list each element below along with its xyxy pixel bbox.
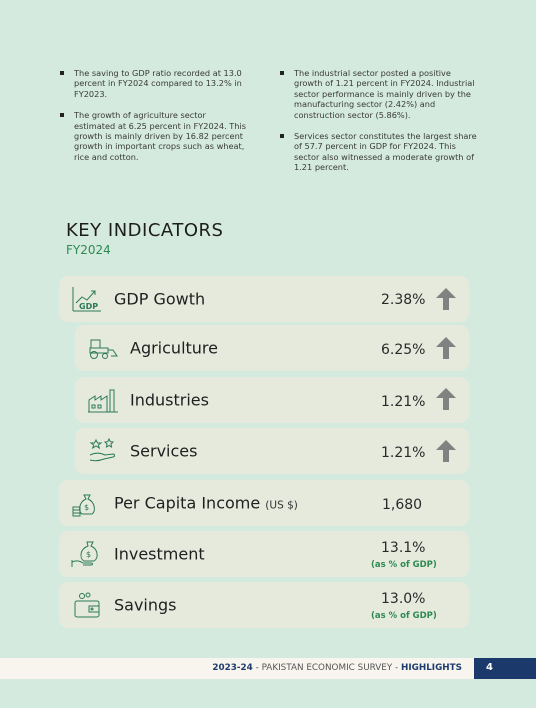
arrow-up-icon bbox=[435, 387, 457, 411]
bullet-item: The growth of agriculture sector estimated at 6.25 percent in FY2024. This growth is mainly driven by 16.82 percent growth in important crops such as wheat, rice and cotton. bbox=[58, 110, 248, 162]
hand-stars-icon bbox=[87, 437, 119, 465]
factory-icon bbox=[87, 386, 119, 414]
indicator-label bbox=[114, 494, 298, 513]
arrow-up-icon bbox=[435, 336, 457, 360]
indicator-value: 13.1% bbox=[381, 540, 426, 556]
indicator-value: 6.25% bbox=[381, 342, 426, 358]
indicator-label: Savings bbox=[114, 595, 177, 615]
indicator-card-savings bbox=[59, 582, 469, 628]
indicator-note: (as % of GDP) bbox=[371, 560, 437, 570]
money-bag-icon bbox=[71, 489, 103, 517]
indicator-card-agriculture bbox=[75, 325, 469, 371]
footer-text bbox=[212, 663, 462, 673]
section-subtitle: FY2024 bbox=[66, 243, 111, 257]
indicator-label: Industries bbox=[130, 390, 209, 410]
bullet-item: The saving to GDP ratio recorded at 13.0 percent in FY2024 compared to 13.2% in FY2023. bbox=[58, 68, 248, 99]
svg-text:GDP: GDP bbox=[79, 302, 99, 311]
indicator-card-per-capita bbox=[59, 480, 469, 526]
unit-label: (US $) bbox=[265, 499, 298, 512]
indicator-value: 1,680 bbox=[382, 497, 423, 513]
indicator-note: (as % of GDP) bbox=[371, 611, 437, 621]
bullet-item: Services sector constitutes the largest share of 57.7 percent in GDP for FY2024. This sector also witnessed a moderate growth of 1.21 percent. bbox=[278, 131, 478, 173]
indicator-label: GDP Gowth bbox=[114, 289, 206, 309]
indicator-label: Services bbox=[130, 441, 198, 461]
indicator-value: 13.0% bbox=[381, 591, 426, 607]
bullet-column-right bbox=[278, 68, 478, 184]
gdp-chart-icon bbox=[71, 285, 103, 313]
indicator-card-investment bbox=[59, 531, 469, 577]
svg-text:$: $ bbox=[84, 503, 90, 512]
footer-title: - PAKISTAN ECONOMIC SURVEY - bbox=[252, 663, 401, 673]
arrow-up-icon bbox=[435, 287, 457, 311]
footer-highlight: HIGHLIGHTS bbox=[400, 663, 462, 673]
footer-year: 2023-24 bbox=[212, 663, 253, 673]
page-footer bbox=[0, 658, 536, 679]
tractor-icon bbox=[87, 334, 119, 362]
svg-text:$: $ bbox=[86, 550, 92, 559]
indicator-value: 1.21% bbox=[381, 445, 426, 461]
page-number-text: 4 bbox=[486, 662, 493, 673]
section-title: KEY INDICATORS bbox=[66, 220, 224, 241]
indicator-card-services bbox=[75, 428, 469, 474]
indicator-label: Agriculture bbox=[130, 338, 218, 358]
bullet-item: The industrial sector posted a positive growth of 1.21 percent in FY2024. Industrial sector performance is mainly driven by the manufacturing sector (2.42%) and construction sector (5.86%). bbox=[278, 68, 478, 120]
indicator-card-industries bbox=[75, 377, 469, 423]
page-number bbox=[474, 658, 536, 679]
wallet-coins-icon bbox=[71, 591, 103, 619]
bullet-column-left bbox=[58, 68, 248, 173]
hand-money-bag-icon bbox=[71, 540, 103, 568]
indicator-card-gdp bbox=[59, 276, 469, 322]
indicator-label-text: Per Capita Income bbox=[114, 493, 261, 513]
arrow-up-icon bbox=[435, 439, 457, 463]
indicator-value: 1.21% bbox=[381, 394, 426, 410]
indicator-label: Investment bbox=[114, 544, 205, 564]
indicator-value: 2.38% bbox=[381, 292, 426, 308]
